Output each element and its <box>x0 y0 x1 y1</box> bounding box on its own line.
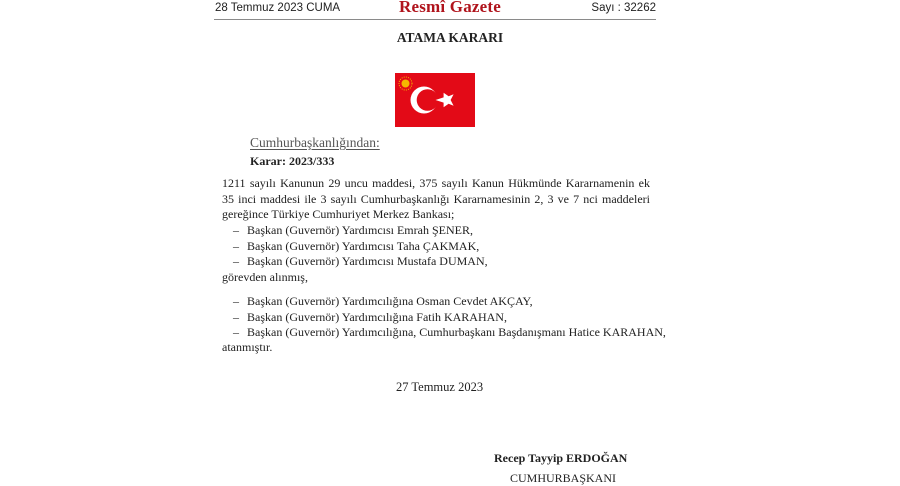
preamble-paragraph: 1211 sayılı Kanunun 29 uncu maddesi, 375 sayılı Kanun Hükmünde Kararnamenin ek 35 inci maddesi ile 3 sayılı Cumhurbaşkanlığı Kararnamesinin 2, 3 ve 7 nci maddeleri gereğince Türkiye Cumhuriyet Merkez Bankası; <box>222 176 650 222</box>
header-divider <box>214 19 656 20</box>
gazette-date: 28 Temmuz 2023 CUMA <box>215 2 341 14</box>
list-item <box>222 223 488 239</box>
removed-list <box>222 223 488 270</box>
gazette-issue-number: Sayı : 32262 <box>591 2 656 14</box>
signer-name: Recep Tayyip ERDOĞAN <box>494 451 628 465</box>
removed-closing: görevden alınmış, <box>222 270 308 284</box>
dash-bullet: – <box>233 254 239 269</box>
decision-number: Karar: 2023/333 <box>250 154 335 168</box>
list-item <box>222 325 666 341</box>
appointed-list <box>222 294 666 341</box>
issuer-heading: Cumhurbaşkanlığından: <box>250 135 380 150</box>
removed-official: Başkan (Guvernör) Yardımcısı Mustafa DUMAN, <box>247 254 488 269</box>
turkish-flag-icon <box>395 73 475 127</box>
dash-bullet: – <box>233 238 239 253</box>
gazette-title: Resmî Gazete <box>399 0 501 16</box>
list-item <box>222 254 488 270</box>
document-title: ATAMA KARARI <box>396 30 504 45</box>
dash-bullet: – <box>233 325 239 340</box>
dash-bullet: – <box>233 294 239 308</box>
signature-date: 27 Temmuz 2023 <box>396 380 484 394</box>
list-item <box>222 239 488 255</box>
appointed-closing: atanmıştır. <box>222 340 273 354</box>
dash-bullet: – <box>233 223 239 237</box>
dash-bullet: – <box>233 309 239 324</box>
removed-official: Başkan (Guvernör) Yardımcısı Taha ÇAKMAK, <box>247 238 480 253</box>
removed-official: Başkan (Guvernör) Yardımcısı Emrah ŞENER, <box>247 223 473 237</box>
signer-title: CUMHURBAŞKANI <box>510 471 617 485</box>
list-item <box>222 310 666 326</box>
list-item <box>222 294 666 310</box>
appointed-official: Başkan (Guvernör) Yardımcılığına, Cumhurbaşkanı Başdanışmanı Hatice KARAHAN, <box>247 325 666 340</box>
appointed-official: Başkan (Guvernör) Yardımcılığına Fatih KARAHAN, <box>247 309 507 324</box>
appointed-official: Başkan (Guvernör) Yardımcılığına Osman Cevdet AKÇAY, <box>247 294 533 308</box>
